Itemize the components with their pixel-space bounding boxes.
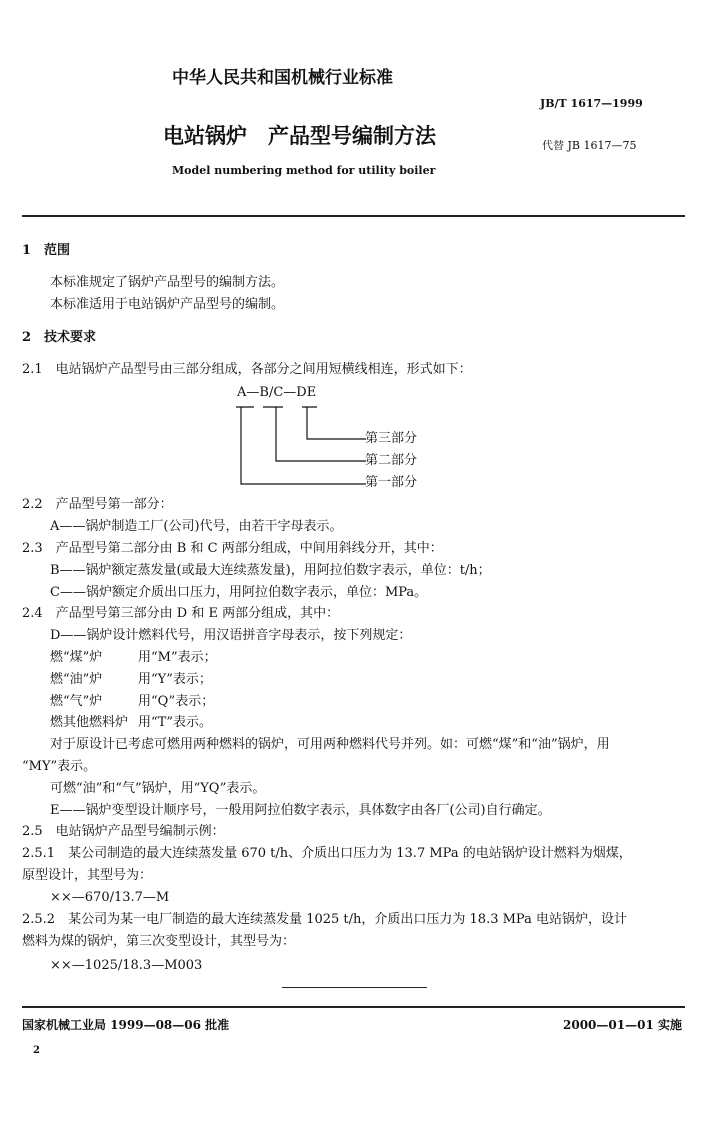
part2-label: 第二部分 [365,453,418,468]
fuel-name: 燃“气”炉 [50,694,103,709]
fuel-code: 用“Q”表示； [138,694,215,709]
part3-bracket [302,407,366,439]
paragraph: 可燃“油”和“气”锅炉，用“YQ”表示。 [50,781,266,796]
paragraph: D——锅炉设计燃料代号，用汉语拼音字母表示，按下列规定： [50,628,412,643]
part1-bracket [236,407,366,484]
fuel-code: 用“Y”表示； [138,672,212,687]
part1-label: 第一部分 [365,475,418,490]
paragraph: 燃料为煤的锅炉，第三次变型设计，其型号为： [22,934,296,949]
fuel-name: 燃“油”炉 [50,672,103,687]
replaces-note: 代替 JB 1617—75 [542,139,637,152]
approval-date: 国家机械工业局 1999—08—06 批准 [22,1018,230,1032]
standard-number: JB/T 1617—1999 [540,97,643,110]
part2-bracket [263,407,366,461]
fuel-code: 用“M”表示； [138,650,217,665]
example-model-1: ××—670/13.7—M [50,890,170,905]
paragraph: A——锅炉制造工厂(公司)代号，由若干字母表示。 [50,519,343,534]
paragraph: C——锅炉额定介质出口压力，用阿拉伯数字表示，单位：MPa。 [50,585,428,600]
clause-2-5-1: 2.5.1 某公司制造的最大连续蒸发量 670 t/h、介质出口压力为 13.7 MPa 的电站锅炉设计燃料为烟煤， [22,846,632,861]
clause-2-4: 2.4 产品型号第三部分由 D 和 E 两部分组成，其中： [22,606,340,621]
paragraph: 本标准规定了锅炉产品型号的编制方法。 [50,275,285,290]
effective-date: 2000—01—01 实施 [563,1018,682,1032]
clause-2-2: 2.2 产品型号第一部分： [22,497,173,512]
paragraph: 对于原设计已考虑可燃用两种燃料的锅炉，可用两种燃料代号并列。如：可燃“煤”和“油”锅炉，用 [50,737,610,752]
section-2-heading: 2 技术要求 [22,330,97,345]
paragraph: E——锅炉变型设计顺序号，一般用阿拉伯数字表示，具体数字由各厂(公司)自行确定。 [50,803,551,818]
fuel-name: 燃其他燃料炉 [50,715,129,730]
example-model-2: ××—1025/18.3—M003 [50,958,203,973]
paragraph: 原型设计，其型号为： [22,868,153,883]
clause-2-5: 2.5 电站锅炉产品型号编制示例： [22,824,225,839]
header-rule [22,215,685,217]
end-rule [282,987,427,988]
paragraph: B——锅炉额定蒸发量(或最大连续蒸发量)，用阿拉伯数字表示，单位：t/h； [50,563,491,578]
section-1-heading: 1 范围 [22,243,71,258]
english-title: Model numbering method for utility boiler [172,164,436,177]
format-formula: A—B/C—DE [237,385,317,400]
clause-2-1: 2.1 电站锅炉产品型号由三部分组成，各部分之间用短横线相连，形式如下： [22,362,472,377]
document-title: 电站锅炉 产品型号编制方法 [163,123,436,148]
paragraph: “MY”表示。 [22,759,97,774]
structure-diagram [230,400,370,490]
page-number: 2 [33,1045,40,1056]
footer-rule [22,1006,685,1008]
paragraph: 本标准适用于电站锅炉产品型号的编制。 [50,297,285,312]
org-title: 中华人民共和国机械行业标准 [172,68,393,88]
fuel-code: 用“T”表示。 [138,715,212,730]
clause-2-5-2: 2.5.2 某公司为某一电厂制造的最大连续蒸发量 1025 t/h，介质出口压力为 18.3 MPa 电站锅炉，设计 [22,912,627,927]
part3-label: 第三部分 [365,431,418,446]
clause-2-3: 2.3 产品型号第二部分由 B 和 C 两部分组成，中间用斜线分开，其中： [22,541,443,556]
fuel-name: 燃“煤”炉 [50,650,103,665]
